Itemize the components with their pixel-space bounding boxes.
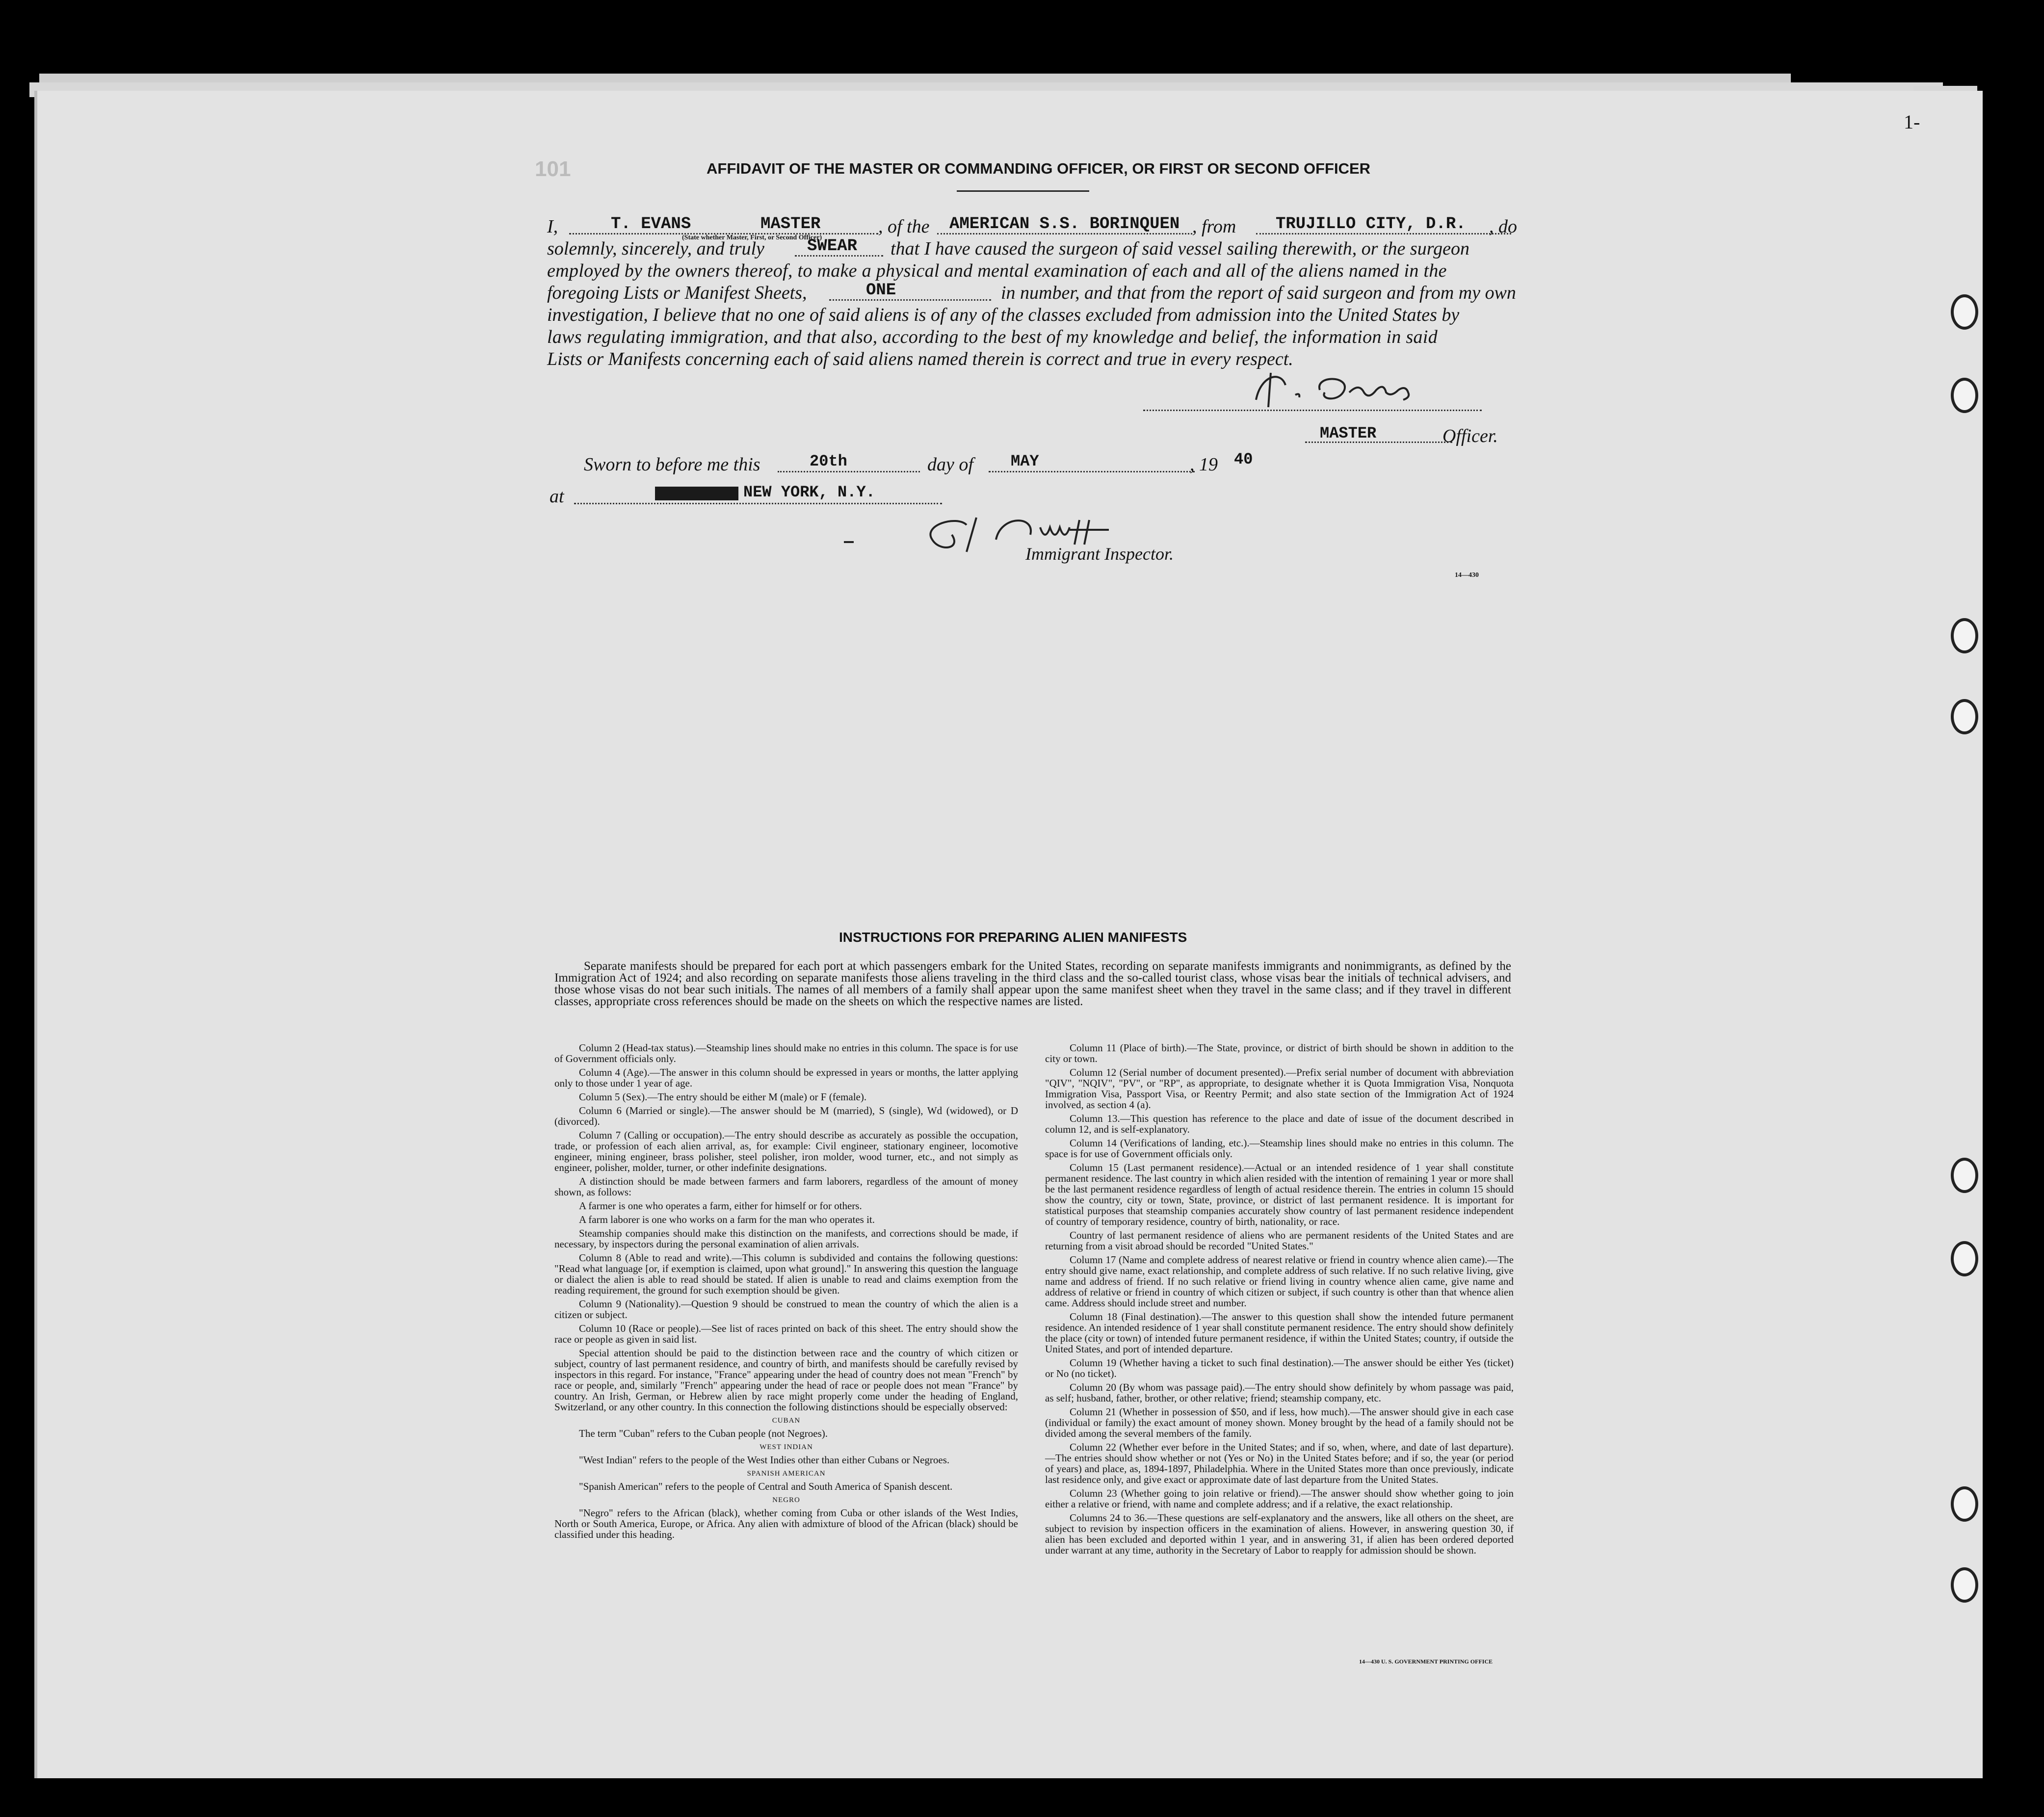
instructions-right-column xyxy=(1045,1042,1514,1558)
inspector-label: Immigrant Inspector. xyxy=(1025,544,1174,564)
right-para: Column 21 (Whether in possession of $50, and if less, how much).—The answer should give in each case (individual or family) the exact amount of money shown. Money brought by the head of a family should not be divided among the several members of the family. xyxy=(1045,1406,1514,1439)
day-of-text: day of xyxy=(927,454,973,475)
punch-hole xyxy=(1951,1567,1978,1603)
punch-hole xyxy=(1951,1486,1978,1522)
right-para: Column 19 (Whether having a ticket to such final destination).—The answer should be either Yes (ticket) or No (no ticket). xyxy=(1045,1357,1514,1379)
left-para: Column 9 (Nationality).—Question 9 should be construed to mean the country of which the alien is a citizen or subject. xyxy=(554,1298,1018,1321)
left-para: Special attention should be paid to the distinction between race and the country of which citizen or subject, country of last permanent residence, and country of birth, and manifests should be carefully revised by inspectors in this regard. For instance, "France" appearing under the head of country does not mean "French" by race or people, and, similarly "French" appearing under the head of race or people does not mean "France" by country. An Irish, German, or Hebrew alien by race might properly come under the heading of England, Switzerland, or any other country. In this connection the following distinctions should be especially observed: xyxy=(554,1347,1018,1413)
sworn-text: Sworn to before me this xyxy=(584,454,760,475)
right-para: Column 14 (Verifications of landing, etc.).—Steamship lines should make no entries in this column. The space is for use of Government officials only. xyxy=(1045,1137,1514,1160)
right-para: Column 17 (Name and complete address of nearest relative or friend in country whence alien came).—The entry should give name, exact relationship, and complete address of such relative. If no such relative living, give name and address of friend. If no such relative or friend living in country whence alien came, give name and address of relative or friend in country of which citizen or subject, if such country is other than that whence alien came. Address should include street and number. xyxy=(1045,1254,1514,1309)
left-para: Column 2 (Head-tax status).—Steamship lines should make no entries in this column. The space is for use of Government officials only. xyxy=(554,1042,1018,1064)
instructions-intro: Separate manifests should be prepared for each port at which passengers embark for the United States, recording on separate manifests immigrants and nonimmigrants, as defined by the Immigration Act of 1924; and also recording on separate manifests those aliens traveling in the third class and the so-called tourist class, whose visas bear the initials of technical advisers, and those whose visas do not bear such initials. The names of all members of a family shall appear upon the same manifest sheet when they travel in the same class; and if they travel in different classes, appropriate cross references should be made on the sheets on which the respective names are listed. xyxy=(554,960,1511,1008)
left-para: Column 10 (Race or people).—See list of races printed on back of this sheet. The entry should show the race or people as given in said list. xyxy=(554,1323,1018,1345)
stamp-number: 101 xyxy=(535,157,571,181)
cuban-def: The term "Cuban" refers to the Cuban people (not Negroes). xyxy=(579,1428,828,1439)
punch-hole xyxy=(1951,1241,1978,1276)
form-number: 14—430 xyxy=(1455,571,1479,579)
line1-do: , do xyxy=(1489,216,1517,237)
right-para: Column 13.—This question has reference to the place and date of issue of the document described in column 12, and is self-explanatory. xyxy=(1045,1113,1514,1135)
title-rule xyxy=(957,190,1089,192)
spanish-american-heading: SPANISH AMERICAN xyxy=(747,1470,826,1478)
negro-heading: NEGRO xyxy=(772,1496,800,1504)
left-para: Column 7 (Calling or occupation).—The entry should describe as accurately as possible the occupation, trade, or profession of each alien arrival, as, for example: Civil engineer, stationary engineer, locomotive engineer, mining engineer, brass polisher, steel polisher, iron molder, wood turner, etc., and not simply as engineer, polisher, molder, turner, or other indefinite designations. xyxy=(554,1129,1018,1173)
printer-credit: 14—430 U. S. GOVERNMENT PRINTING OFFICE xyxy=(1359,1658,1493,1665)
line5: investigation, I believe that no one of said aliens is of any of the classes excluded from admission into the United States by xyxy=(547,305,1460,325)
left-para: A farmer is one who operates a farm, either for himself or for others. xyxy=(579,1200,862,1212)
punch-hole xyxy=(1951,1158,1978,1193)
left-para: Column 8 (Able to read and write).—This column is subdivided and contains the following questions: "Read what language [or, if exemption is claimed, upon what ground]." In answering this question the language or dialect the alien is able to read should be stated. If alien is unable to read and claims exemption from the reading requirement, the ground for such exemption should be given. xyxy=(554,1252,1018,1296)
right-para: Country of last permanent residence of aliens who are permanent residents of the United States and are returning from a visit abroad should be recorded "United States." xyxy=(1045,1229,1514,1252)
sworn-year: 40 xyxy=(1234,450,1253,468)
at-text: at xyxy=(550,486,564,507)
line4b: in number, and that from the report of said surgeon and from my own xyxy=(1001,283,1516,303)
right-para: Column 20 (By whom was passage paid).—The entry should show definitely by whom passage was paid, as self; husband, father, brother, or other relative; friend; steamship company, etc. xyxy=(1045,1381,1514,1404)
right-para: Column 23 (Whether going to join relative or friend).—The answer should show whether going to join either a relative or friend, with name and complete address; and if a relative, the exact relationship. xyxy=(1045,1487,1514,1510)
departure-port: TRUJILLO CITY, D.R. xyxy=(1276,215,1466,234)
right-para: Column 15 (Last permanent residence).—Actual or an intended residence of 1 year shall constitute permanent residence. The last country in which alien resided with the intention of remaining 1 year or more shall be the last permanent residence regardless of length of actual residence therein. The entries in column 15 should show the country, city or town, State, province, or district of last permanent residence. It is important for statistical purposes that steamship companies accurately show country of last permanent residence independent of country of temporary residence, country of birth, nationality, or race. xyxy=(1045,1162,1514,1227)
negro-def: "Negro" refers to the African (black), whether coming from Cuba or other islands of the West Indies, North or South America, Europe, or Africa. Any alien with admixture of blood of the African (black) should be classified under this heading. xyxy=(554,1507,1018,1540)
sworn-month: MAY xyxy=(1011,452,1039,470)
officer-rank: MASTER xyxy=(1320,424,1377,442)
year-prefix: , 19 xyxy=(1190,454,1218,475)
officer-label: Officer. xyxy=(1442,426,1498,446)
west-indian-def: "West Indian" refers to the people of the West Indies other than either Cubans or Negroes. xyxy=(579,1454,950,1466)
line1-i: I, xyxy=(547,216,558,237)
punch-hole xyxy=(1951,294,1978,330)
vessel-name: AMERICAN S.S. BORINQUEN xyxy=(949,215,1180,234)
master-name: T. EVANS xyxy=(611,215,691,234)
margin-mark: 1- xyxy=(1904,111,1920,133)
left-para: Column 5 (Sex).—The entry should be either M (male) or F (female). xyxy=(579,1091,867,1103)
punch-hole xyxy=(1951,618,1978,653)
punch-hole xyxy=(1951,378,1978,413)
struck-out-place xyxy=(655,487,738,500)
affidavit-title: AFFIDAVIT OF THE MASTER OR COMMANDING OFFICER, OR FIRST OR SECOND OFFICER xyxy=(707,160,1371,177)
line3: employed by the owners thereof, to make a physical and mental examination of each and all of the aliens named in the xyxy=(547,260,1447,281)
right-para: Column 11 (Place of birth).—The State, province, or district of birth should be shown in addition to the city or town. xyxy=(1045,1042,1514,1064)
left-para: Steamship companies should make this distinction on the manifests, and corrections should be made, if necessary, by inspectors during the personal examination of alien arrivals. xyxy=(554,1227,1018,1250)
master-signature xyxy=(1251,365,1438,412)
day-blank xyxy=(778,471,920,472)
line1-from: , from xyxy=(1192,216,1236,237)
rank-hint: (State whether Master, First, or Second Officer) xyxy=(682,234,822,241)
spanish-american-def: "Spanish American" refers to the people of Central and South America of Spanish descent. xyxy=(579,1480,953,1492)
right-para: Column 22 (Whether ever before in the United States; and if so, when, where, and date of last departure).—The entries should show whether or not (Yes or No) in the United States before; and if so, the year (or period of years) and place, as, 1894-1897, Philadelphia. Where in the United States more than once previously, indicate last residence only, and give exact or approximate date of last departure from the United States. xyxy=(1045,1441,1514,1485)
left-para: A distinction should be made between farmers and farm laborers, regardless of the amount of money shown, as follows: xyxy=(554,1175,1018,1198)
sworn-day: 20th xyxy=(810,452,847,470)
right-para: Columns 24 to 36.—These questions are self-explanatory and the answers, like all others on the sheet, are subject to revision by inspection officers in the examination of aliens. However, in answering question 30, if alien has been excluded and deported within 1 year, and in answering 31, if alien has been ordered deported under warrant at any time, authority in the Secretary of Labor to reapply for admission should be shown. xyxy=(1045,1512,1514,1556)
line7: Lists or Manifests concerning each of said aliens named therein is correct and true in every respect. xyxy=(547,349,1293,369)
cuban-heading: CUBAN xyxy=(772,1417,801,1425)
place-blank xyxy=(574,503,942,504)
month-blank xyxy=(989,471,1195,472)
left-para: Column 6 (Married or single).—The answer should be M (married), S (single), Wd (widowed), or D (divorced). xyxy=(554,1105,1018,1127)
instructions-left-column xyxy=(554,1042,1018,1543)
oath-word: SWEAR xyxy=(807,237,858,256)
instructions-title: INSTRUCTIONS FOR PREPARING ALIEN MANIFESTS xyxy=(839,930,1187,945)
right-para: Column 18 (Final destination).—The answer to this question shall show the intended future permanent residence. An intended residence of 1 year shall constitute permanent residence. The entry should show definitely the place (city or town) of intended future permanent residence, if within the United States; country, if outside the United States, and port of intended departure. xyxy=(1045,1311,1514,1355)
punch-hole xyxy=(1951,699,1978,734)
line1-of-the: , of the xyxy=(878,216,930,237)
left-para: A farm laborer is one who works on a farm for the man who operates it. xyxy=(579,1214,875,1225)
sheets-blank xyxy=(829,299,991,301)
line6: laws regulating immigration, and that also, according to the best of my knowledge and belief, the information in said xyxy=(547,327,1438,347)
right-para: Column 12 (Serial number of document presented).—Prefix serial number of document with abbreviation "QIV", "NQIV", "PV", or "RP", as appropriate, to designate whether it is Quota Immigration Visa, Nonquota Immigration Visa, Passport Visa, or Reentry Permit; and also state section of the Immigration Act of 1924 involved, as section 4 (a). xyxy=(1045,1066,1514,1111)
master-rank: MASTER xyxy=(760,215,821,234)
west-indian-heading: WEST INDIAN xyxy=(760,1443,813,1451)
signature-line xyxy=(1143,410,1482,411)
sworn-place: NEW YORK, N.Y. xyxy=(743,483,875,501)
line4a: foregoing Lists or Manifest Sheets, xyxy=(547,283,807,303)
left-para: Column 4 (Age).—The answer in this column should be expressed in years or months, the latter applying only to those under 1 year of age. xyxy=(554,1066,1018,1089)
line2b: that I have caused the surgeon of said vessel sailing therewith, or the surgeon xyxy=(891,238,1469,259)
line2a: solemnly, sincerely, and truly xyxy=(547,238,764,259)
sheet-count: ONE xyxy=(866,281,896,300)
